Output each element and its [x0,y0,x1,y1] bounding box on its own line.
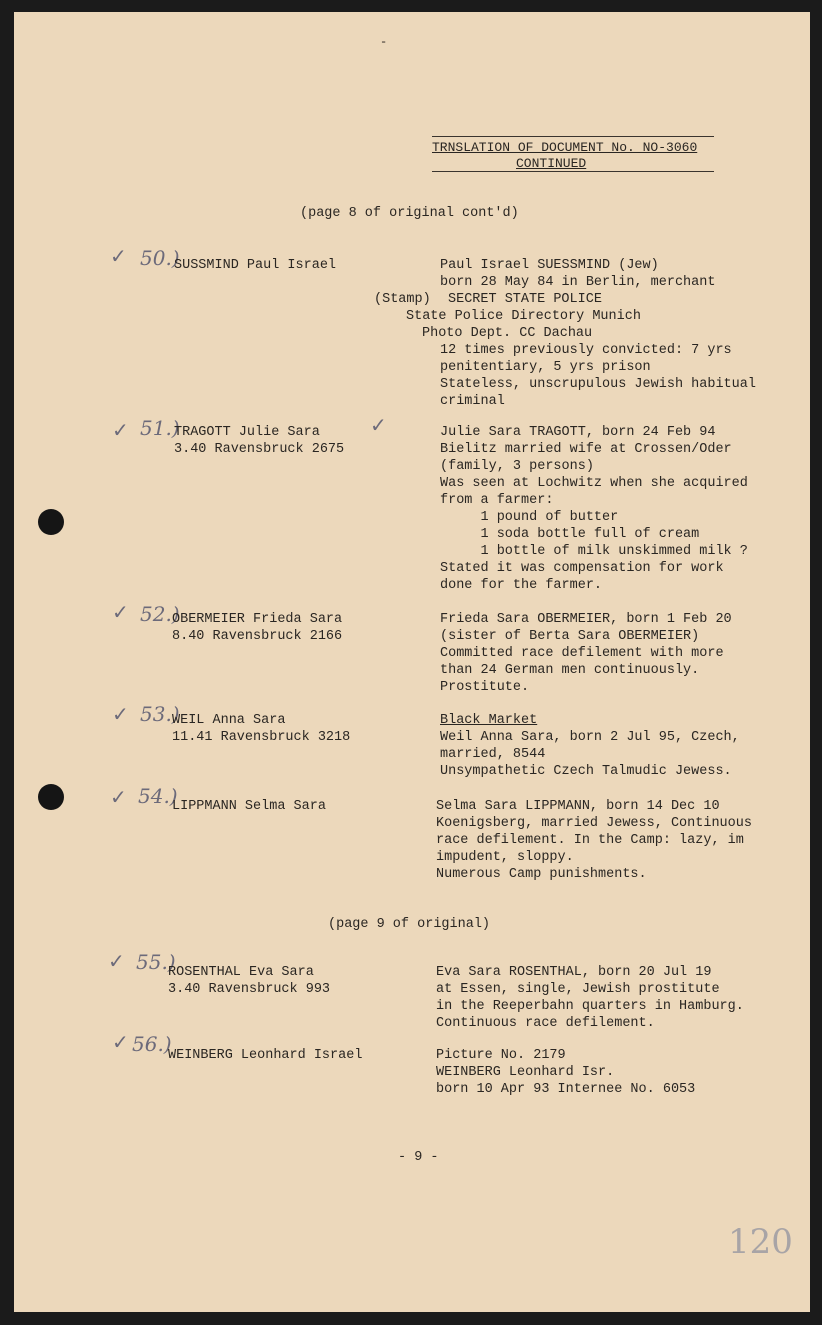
entry-heading: Black Market [440,713,538,728]
entry-detail: Prostitute. [440,680,530,695]
entry-detail: WEINBERG Leonhard Isr. [436,1065,615,1080]
entry-detail: Julie Sara TRAGOTT, born 24 Feb 94 [440,425,716,440]
document-page [14,12,810,1312]
entry-detail: Selma Sara LIPPMANN, born 14 Dec 10 [436,799,720,814]
document-title: TRNSLATION OF DOCUMENT No. NO-3060 [432,140,698,155]
check-mark: ✓ [110,785,127,809]
entry-number: 54.) [138,784,178,808]
entry-name: 8.40 Ravensbruck 2166 [172,629,343,644]
check-mark: ✓ [370,413,387,437]
entry-detail: married, 8544 [440,747,546,762]
entry-detail: Numerous Camp punishments. [436,867,647,882]
stamp-text: SECRET STATE POLICE [448,292,602,307]
entry-detail: (sister of Berta Sara OBERMEIER) [440,629,700,644]
check-mark: ✓ [112,418,129,442]
entry-number: 50.) [140,246,180,270]
entry-detail: 1 bottle of milk unskimmed milk ? [440,544,748,559]
entry-number: 53.) [140,702,180,726]
handwritten-page-number: 120 [728,1222,793,1262]
document-subtitle: CONTINUED [516,156,587,171]
page-note: (page 9 of original) [328,917,491,932]
stamp-text: Photo Dept. CC Dachau [422,326,593,341]
entry-detail: Koenigsberg, married Jewess, Continuous [436,816,752,831]
entry-detail: Unsympathetic Czech Talmudic Jewess. [440,764,732,779]
page-note: (page 8 of original cont'd) [300,206,519,221]
entry-name: 11.41 Ravensbruck 3218 [172,730,351,745]
entry-detail: Picture No. 2179 [436,1048,566,1063]
punch-hole [38,509,64,535]
check-mark: ✓ [108,949,125,973]
entry-detail: Weil Anna Sara, born 2 Jul 95, Czech, [440,730,740,745]
check-mark: ✓ [112,702,129,726]
entry-detail: Continuous race defilement. [436,1016,655,1031]
entry-detail: Paul Israel SUESSMIND (Jew) [440,258,659,273]
entry-number: 52.) [140,602,180,626]
entry-name: SUSSMIND Paul Israel [174,258,337,273]
punch-hole [38,784,64,810]
entry-detail: Eva Sara ROSENTHAL, born 20 Jul 19 [436,965,712,980]
entry-detail: Stateless, unscrupulous Jewish habitual [440,377,756,392]
entry-number: 51.) [140,416,180,440]
entry-name: WEIL Anna Sara [172,713,286,728]
entry-detail: Stated it was compensation for work [440,561,724,576]
entry-detail: Bielitz married wife at Crossen/Oder [440,442,732,457]
check-mark: ✓ [112,600,129,624]
page-number: - 9 - [398,1150,439,1165]
entry-detail: than 24 German men continuously. [440,663,700,678]
entry-detail: Frieda Sara OBERMEIER, born 1 Feb 20 [440,612,732,627]
entry-detail: born 28 May 84 in Berlin, merchant [440,275,716,290]
entry-detail: (family, 3 persons) [440,459,594,474]
check-mark: ✓ [112,1030,129,1054]
entry-detail: Was seen at Lochwitz when she acquired [440,476,748,491]
entry-name: TRAGOTT Julie Sara [174,425,320,440]
check-mark: ✓ [110,244,127,268]
entry-name: OBERMEIER Frieda Sara [172,612,343,627]
title-rule-top [432,136,714,137]
entry-detail: from a farmer: [440,493,554,508]
entry-detail: penitentiary, 5 yrs prison [440,360,651,375]
entry-detail: born 10 Apr 93 Internee No. 6053 [436,1082,696,1097]
entry-detail: 1 soda bottle full of cream [440,527,700,542]
entry-detail: Committed race defilement with more [440,646,724,661]
entry-name: WEINBERG Leonhard Israel [168,1048,363,1063]
stamp-text: State Police Directory Munich [406,309,641,324]
top-mark: - [380,35,388,49]
entry-detail: impudent, sloppy. [436,850,574,865]
entry-detail: done for the farmer. [440,578,603,593]
entry-detail: in the Reeperbahn quarters in Hamburg. [436,999,744,1014]
entry-name: 3.40 Ravensbruck 993 [168,982,331,997]
entry-number: 56.) [132,1032,172,1056]
entry-detail: 12 times previously convicted: 7 yrs [440,343,732,358]
entry-detail: at Essen, single, Jewish prostitute [436,982,720,997]
entry-name: 3.40 Ravensbruck 2675 [174,442,345,457]
entry-detail: criminal [440,394,505,409]
entry-number: 55.) [136,950,176,974]
stamp-label: (Stamp) [374,292,431,307]
entry-detail: 1 pound of butter [440,510,619,525]
entry-name: LIPPMANN Selma Sara [172,799,326,814]
entry-name: ROSENTHAL Eva Sara [168,965,314,980]
title-rule-bottom [432,171,714,172]
entry-detail: race defilement. In the Camp: lazy, im [436,833,744,848]
